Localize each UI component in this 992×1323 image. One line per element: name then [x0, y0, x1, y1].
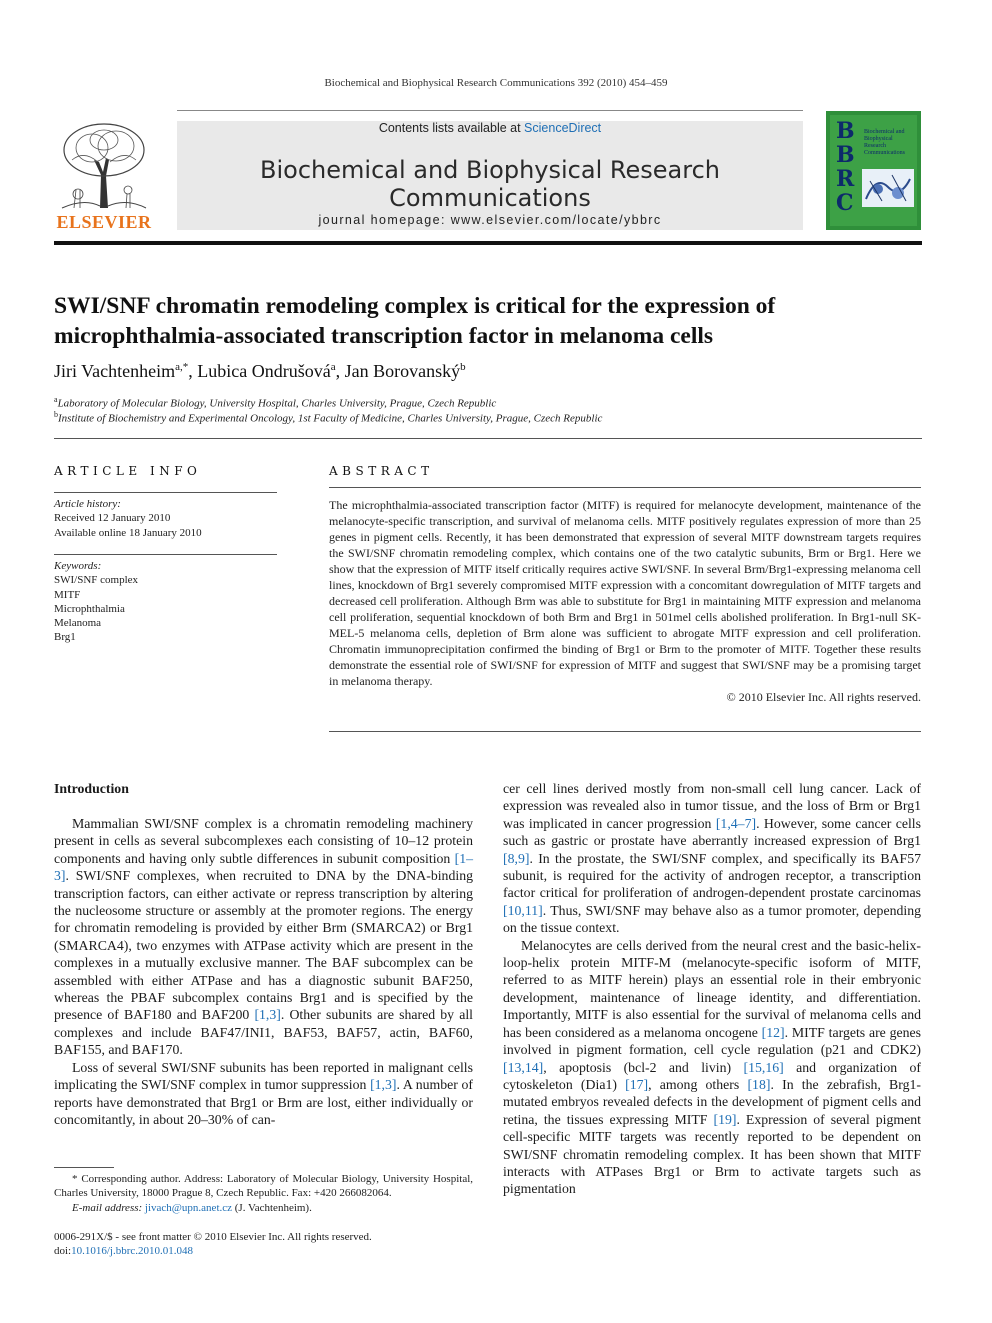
affiliation: [54, 410, 602, 425]
keyword: Melanoma: [54, 617, 102, 630]
citation-link[interactable]: [15,16]: [743, 1059, 784, 1075]
body-text: . In the prostate, the SWI/SNF complex, and specifically its BAF57 subunit, is required for the activity of androgen receptor, a transcription factor critical for proliferation of androgen-dependent prostate carcinomas: [503, 850, 921, 901]
journal-cover: [826, 111, 921, 230]
cover-letter: B: [836, 118, 855, 144]
body-text: . In the zebrafish, Brg1-mutated embryos revealed defects in the development of pigment cells and retina, the tissues expressing MITF: [503, 1076, 921, 1127]
article-title: SWI/SNF chromatin remodeling complex is critical for the expression of microphthalmia-associated transcription factor in melanoma cells: [54, 293, 776, 349]
header-rule: [177, 110, 803, 111]
body-text: . Other subunits are shared by all complexes and include BAF47/INI1, BAF53, BAF57, actin, BAF60, BAF155, and BAF170.: [54, 1007, 474, 1058]
body-text: cer cell lines derived mostly from non-small cell lung cancer. Lack of expression was revealed also in tumor tissue, and the loss of Brm or Brg1 was implicated in cancer progression: [503, 781, 921, 831]
citation-link[interactable]: [1,4–7]: [715, 815, 757, 831]
cover-letter: B: [836, 142, 855, 168]
footnote-mark: *: [72, 1173, 78, 1185]
author-affiliation-mark: a: [330, 361, 336, 373]
contents-line: [177, 121, 803, 135]
citation-link[interactable]: [18]: [747, 1076, 771, 1092]
affiliation-mark: b: [54, 410, 58, 419]
citation-link[interactable]: [12]: [761, 1024, 785, 1040]
body-paragraph: [54, 815, 473, 1059]
email-link[interactable]: jivach@upn.anet.cz: [144, 1201, 233, 1214]
affiliation-text: Laboratory of Molecular Biology, University Hospital, Charles University, Prague, Czech Republic: [57, 397, 497, 410]
citation-link[interactable]: [8,9]: [503, 850, 530, 866]
keyword: Microphthalmia: [54, 602, 125, 615]
affiliation-text: Institute of Biochemistry and Experimental Oncology, 1st Faculty of Medicine, Charles University, Prague, Czech Republic: [58, 412, 603, 425]
received-date: Received 12 January 2010: [54, 512, 171, 525]
affiliation-mark: a: [54, 395, 58, 404]
keyword: Brg1: [54, 631, 76, 644]
abstract-heading: ABSTRACT: [329, 464, 434, 478]
keyword: SWI/SNF complex: [54, 574, 139, 587]
available-date: Available online 18 January 2010: [54, 526, 202, 539]
section-rule: [54, 438, 922, 439]
cover-letters: [836, 119, 855, 215]
running-head: Biochemical and Biophysical Research Communications 392 (2010) 454–459: [324, 77, 668, 89]
affiliation: [54, 395, 496, 410]
body-text: . Expression of several pigment cell-specific MITF targets was recently reported to be dependent on SWI/SNF chromatin remodeling complex. It has been shown that MITF interacts with ATPases Brg1 or Brm to activate targets such as pigmentation: [503, 1111, 921, 1197]
cover-panel: [830, 115, 917, 226]
body-text: . A number of reports have demonstrated that Brg1 or Brm are lost, either individually or concomitantly, in about 20–30% of can-: [54, 1077, 473, 1127]
body-column-right: [503, 780, 921, 1198]
body-text: . SWI/SNF complexes, when recruited to DNA by the DNA-binding transcription factors, can either activate or repress transcription by altering the nucleosome structure or assembly at the promoter regions. The energy for chromatin remodeling is provided by either Brm (SMARCA2) or Brg1 (SMARCA4), two enzymes with ATPase activity which are present in the complexes in a mutually exclusive manner. The BAF subcomplex can be assembled with either ATPase and has a diagnostic subunit BAF250, whereas the PBAF subcomplex contains Brg1 and is specified by the presence of BAF180 and BAF200: [54, 868, 473, 1023]
body-paragraph: [54, 1059, 473, 1129]
citation-link[interactable]: [17]: [625, 1076, 649, 1092]
cover-letter: C: [836, 190, 854, 216]
doi-label: doi:: [54, 1245, 72, 1258]
citation-link[interactable]: [1,3]: [254, 1007, 281, 1023]
body-text: , among others: [648, 1076, 748, 1092]
body-text: . However, some cancer cells such as gastric or prostate have aberrantly increased expression of Brg1: [503, 815, 921, 849]
article-history: [54, 497, 202, 540]
body-text: . MITF targets are genes involved in pigment formation, cell cycle regulation (p21 and CDK2): [503, 1024, 921, 1058]
body-text: , apoptosis (bcl-2 and livin): [543, 1059, 744, 1075]
abstract-bottom-rule: [329, 731, 921, 732]
article-info-heading: ARTICLE INFO: [54, 464, 202, 478]
abstract-copyright: © 2010 Elsevier Inc. All rights reserved.: [726, 690, 921, 704]
corresponding-author-footnote: [54, 1172, 473, 1215]
body-text: . Thus, SWI/SNF may behave also as a tumor promoter, depending on the tissue context.: [503, 902, 921, 936]
email-label: E-mail address:: [72, 1201, 145, 1214]
abstract-rule: [329, 487, 921, 488]
cover-illustration: [862, 169, 914, 207]
contents-prefix: Contents lists available at: [378, 121, 525, 135]
abstract-text: The microphthalmia-associated transcription factor (MITF) is required for melanocyte development, maintenance of the melanocyte-specific transcription, and survival of melanoma cells. MITF positively regulates expression of more than 25 genes in pigment cells. Recently, it has been demonstrated that expression of several MITF downstream targets requires the SWI/SNF chromatin remodeling complex, which contains one of the two catalytic subunits, Brm or Brg1. Here we show that the expression of MITF itself critically requires active SWI/SNF. In several Brm/Brg1-expressing melanoma cell lines, knockdown of Brg1 severely compromised MITF expression with a concomitant dowregulation of MITF targets and decreased cell proliferation. Although Brm was able to substitute for Brg1 in maintaining MITF expression and melanoma cell proliferation, sequential knockdown of both Brm and Brg1 in 501mel cells abolished proliferation. In Brg1-null SK-MEL-5 melanoma cells, depletion of Brm alone was sufficient to abrogate MITF expression and cell proliferation. Chromatin immunoprecipitation confirmed the binding of Brg1 or Brm to the promoter of MITF. Together these results demonstrate the essential role of SWI/SNF for expression of MITF and suggest that SWI/SNF may be a promising target in melanoma therapy.: [329, 498, 921, 688]
citation-link[interactable]: [13,14]: [503, 1059, 544, 1075]
keywords-label: Keywords:: [54, 560, 102, 572]
citation-link[interactable]: [1–3]: [54, 850, 473, 884]
author-name[interactable]: Jan Borovanský: [344, 361, 461, 381]
citation-link[interactable]: [19]: [713, 1111, 737, 1127]
keyword: MITF: [54, 588, 81, 601]
email-suffix: (J. Vachtenheim).: [232, 1201, 312, 1214]
author-name[interactable]: Lubica Ondrušová: [197, 361, 331, 381]
masthead-thick-rule: [54, 241, 922, 245]
citation-link[interactable]: [10,11]: [503, 902, 543, 918]
body-text: and organization of cytoskeleton (Dia1): [503, 1059, 921, 1092]
body-paragraph: [503, 780, 921, 937]
sciencedirect-link[interactable]: ScienceDirect: [524, 121, 602, 135]
footnote-text: Corresponding author. Address: Laboratory of Molecular Biology, University Hospital, Charles University, 18000 Prague 8, Czech Republic. Fax: +420 266082064.: [54, 1173, 474, 1200]
introduction-heading: Introduction: [54, 781, 129, 796]
issn-line: 0006-291X/$ - see front matter © 2010 Elsevier Inc. All rights reserved.: [54, 1231, 372, 1243]
body-paragraph: [503, 937, 921, 1198]
keywords-block: [54, 559, 138, 645]
elsevier-wordmark: ELSEVIER: [56, 212, 152, 232]
journal-homepage[interactable]: journal homepage: www.elsevier.com/locate/ybbrc: [318, 213, 662, 227]
body-text: Loss of several SWI/SNF subunits has been reported in malignant cells implicating the SWI/SNF complex in tumor suppression: [54, 1059, 473, 1093]
author-affiliation-mark: a,*: [175, 361, 189, 373]
cover-letter: R: [836, 166, 855, 192]
author-affiliation-mark: b: [460, 361, 466, 373]
journal-name: Biochemical and Biophysical Research Communications: [260, 156, 720, 212]
doi-line: [54, 1244, 372, 1258]
article-info-rule: [54, 554, 277, 555]
author-list: Jiri Vachtenheim$^{a,*}$, Lubica Ondrušová$^a$, Jan Borovanský$^b$: [54, 361, 466, 381]
footnote-rule: [54, 1167, 114, 1168]
cover-journal-text: Biochemical and Biophysical Research Communications: [864, 129, 905, 156]
history-label: Article history:: [54, 498, 121, 510]
citation-link[interactable]: [1,3]: [370, 1077, 397, 1093]
article-info-rule: [54, 492, 277, 493]
body-text: Mammalian SWI/SNF complex is a chromatin remodeling machinery present in cells as several subcomplexes each consisting of 10–12 protein components and having only subtle differences in subunit composition: [54, 816, 473, 866]
body-column-left: [54, 815, 473, 1128]
front-matter-info: [54, 1230, 372, 1259]
doi-link[interactable]: 10.1016/j.bbrc.2010.01.048: [71, 1245, 194, 1258]
abstract: [329, 497, 921, 705]
author-name[interactable]: Jiri Vachtenheim: [54, 361, 176, 381]
body-text: Melanocytes are cells derived from the neural crest and the basic-helix-loop-helix protein MITF-M (melanocyte-specific isoform of MITF, referred to as MITF herein) plays an essential role in their embryonic development, maintenance of lineage identity, and differentiation. Importantly, MITF is also essential for the survival of melanoma cells and has been considered as a melanoma oncogene: [503, 937, 921, 1040]
